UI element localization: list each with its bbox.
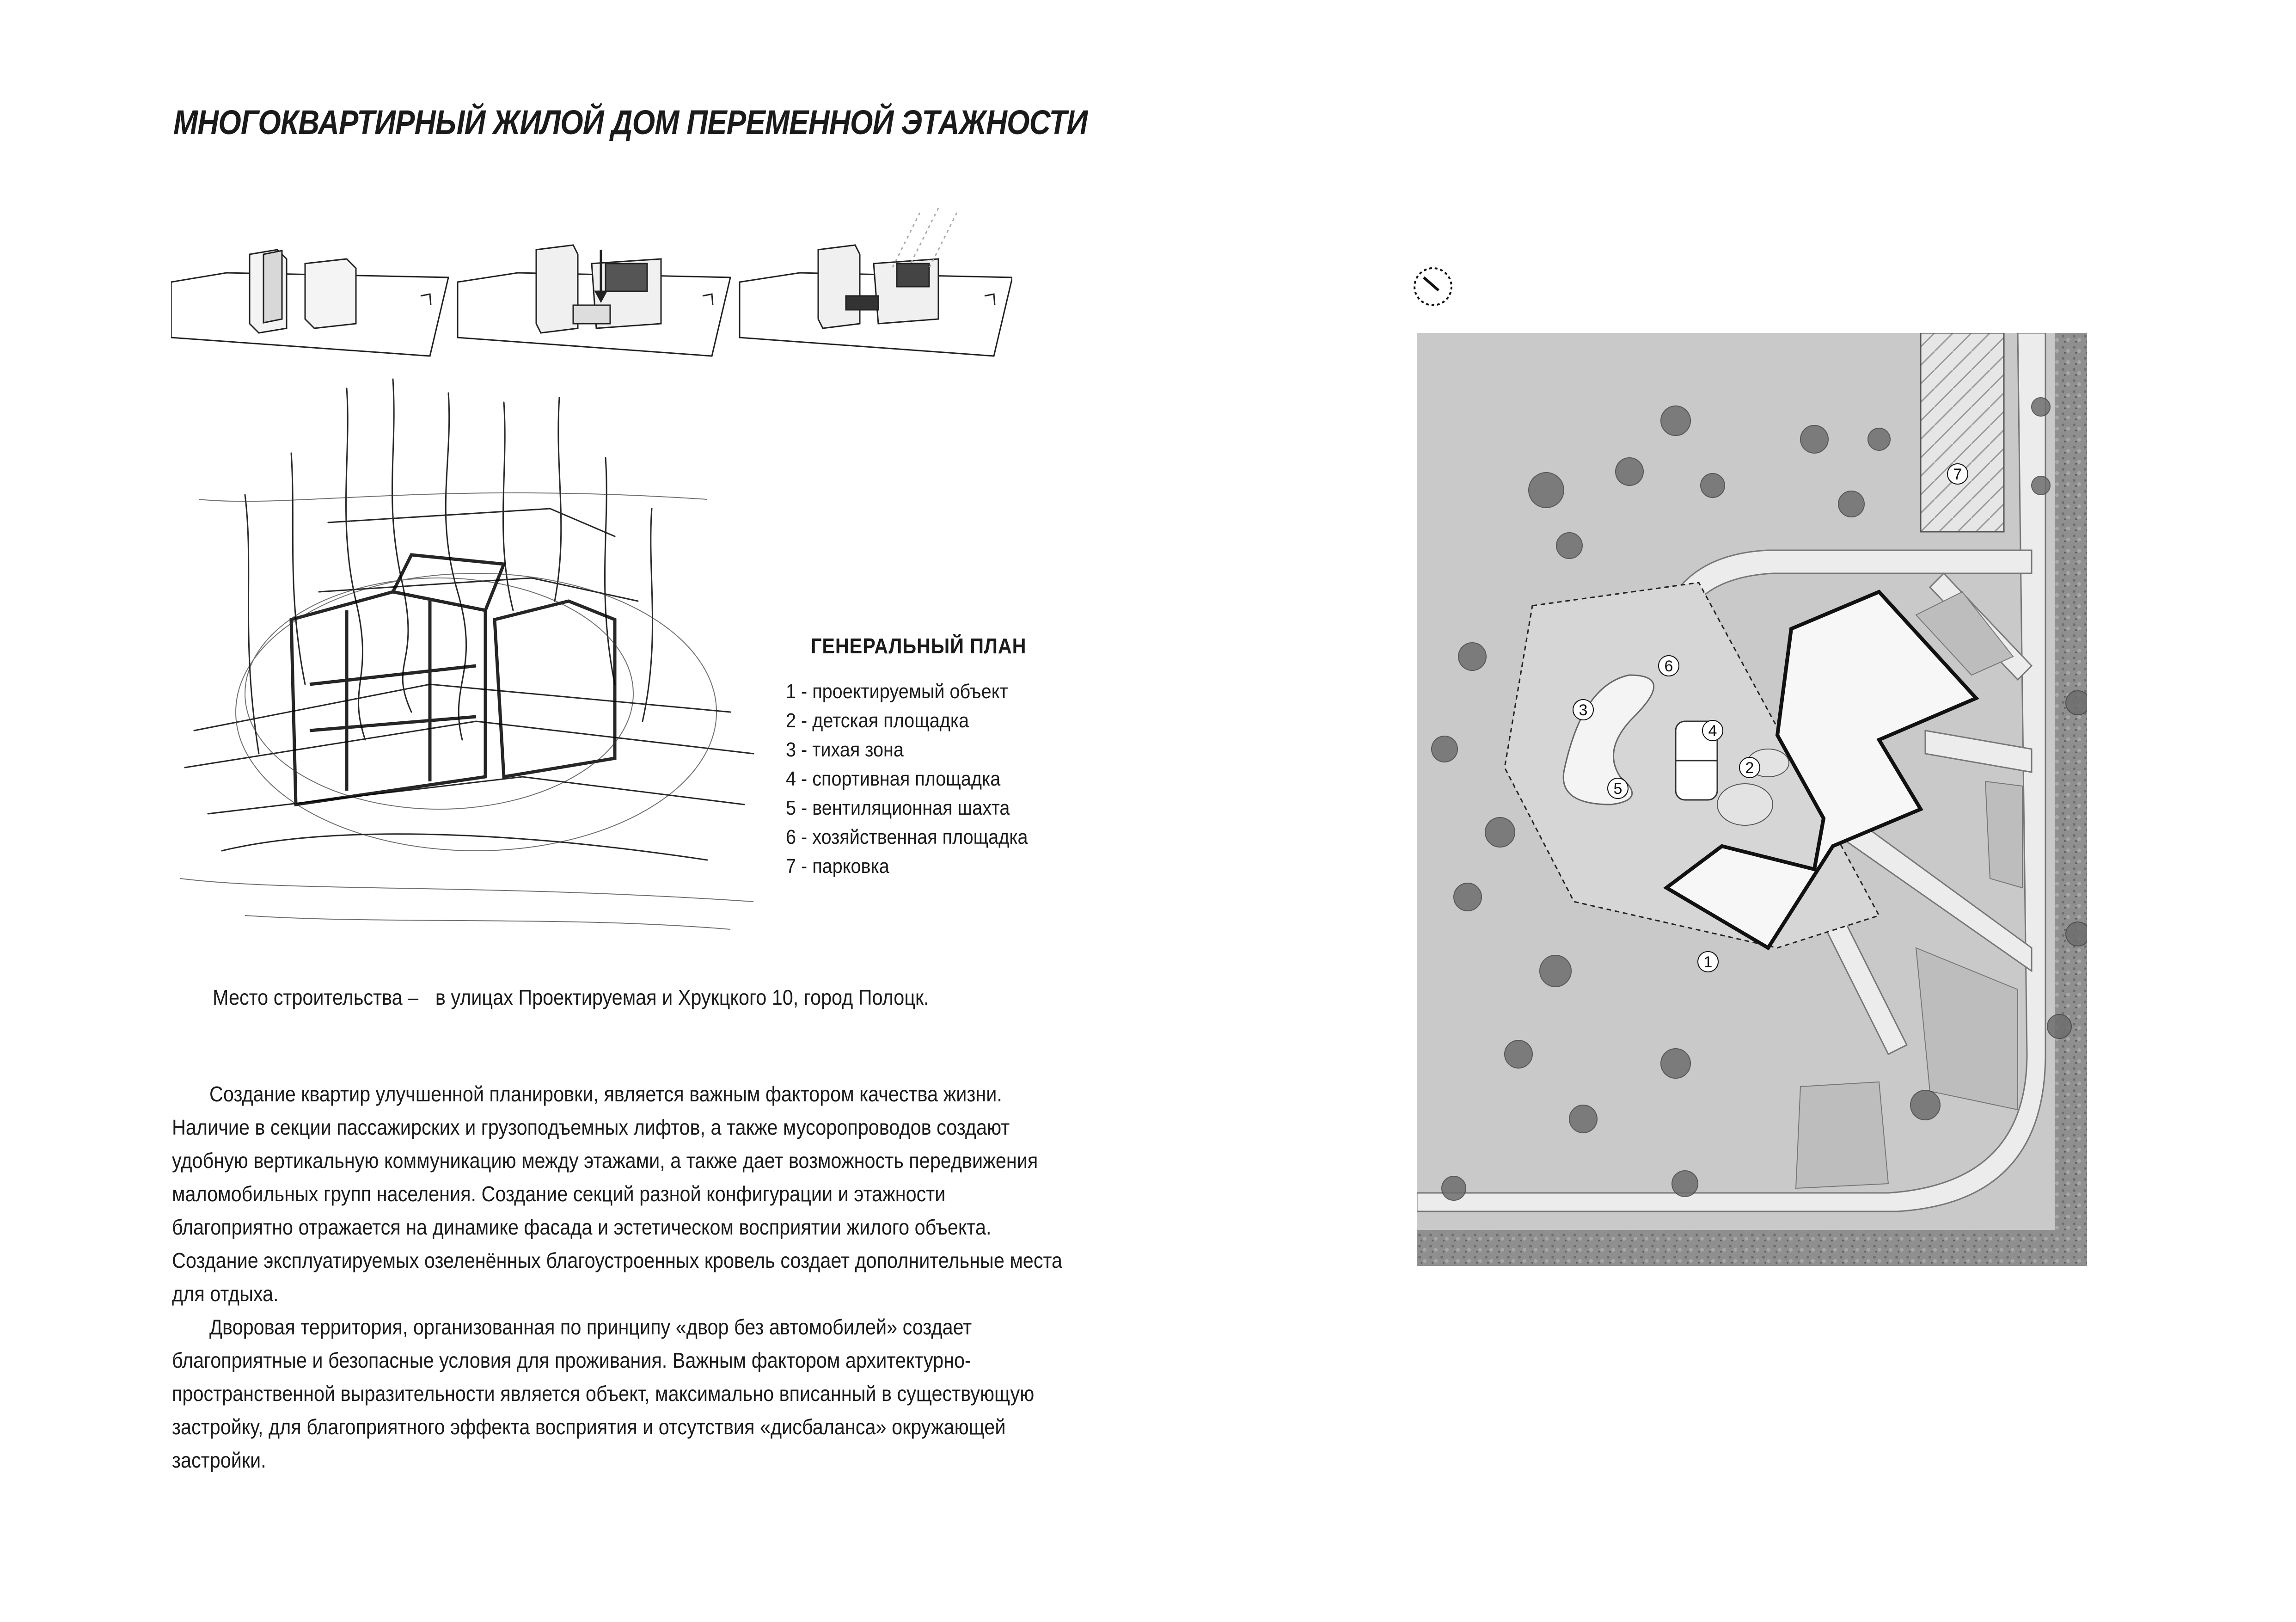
plan-marker-5: [1608, 778, 1628, 799]
page-title: МНОГОКВАРТИРНЫЙ ЖИЛОЙ ДОМ ПЕРЕМЕННОЙ ЭТАЖНОСТИ: [173, 103, 1088, 141]
description-paragraph: Создание квартир улучшенной планировки, является важным фактором качества жизни. Наличие в секции пассажирских и грузоподъемных лифтов, а также мусоропроводов создают удобную вертикальную коммуникацию между этажами, а также дает возможность передвижения маломобильных групп населения. Создание секций разной конфигурации и этажности благоприятно отражается на динамике фасада и эстетическом восприятии жилого объекта. Создание эксплуатируемых озеленённых благоустроенных кровель создает дополнительные места для отдыха.: [172, 1082, 1063, 1306]
svg-text:7: 7: [1953, 466, 1962, 483]
plan-marker-2: [1739, 757, 1760, 778]
legend-item: 1 - проектируемый объект: [786, 680, 1008, 703]
description-paragraph: Дворовая территория, организованная по принципу «двор без автомобилей» создает благоприятные и безопасные условия для проживания. Важным фактором архитектурно-пространственной выразительности является объект, максимально вписанный в существующую застройку, для благоприятного эффекта восприятия и отсутствия «дисбаланса» окружающей застройки.: [172, 1315, 1035, 1472]
legend-item: 5 - вентиляционная шахта: [786, 797, 1010, 819]
legend-item: 2 - детская площадка: [786, 709, 969, 732]
site-location-label: Место строительства –: [213, 985, 419, 1009]
site-location: [213, 985, 929, 1010]
site-plan: [1417, 333, 2087, 1266]
legend-item: 4 - спортивная площадка: [786, 768, 1001, 790]
massing-diagram-1: [171, 250, 448, 356]
massing-diagrams: [171, 199, 1012, 361]
legend-list: [786, 677, 1077, 881]
svg-text:2: 2: [1745, 759, 1754, 777]
plan-marker-7: [1947, 464, 1968, 484]
legend-item: 3 - тихая зона: [786, 738, 904, 761]
svg-text:4: 4: [1708, 722, 1717, 740]
plan-marker-3: [1573, 700, 1593, 720]
svg-text:6: 6: [1664, 657, 1673, 675]
legend-item: 7 - парковка: [786, 855, 889, 878]
svg-text:3: 3: [1579, 701, 1588, 719]
massing-diagram-3: [740, 208, 1012, 356]
plan-texture-east: [2055, 333, 2087, 1266]
site-plan-legend: [786, 633, 1077, 881]
plan-marker-4: [1702, 720, 1723, 741]
plan-texture-south: [1417, 1230, 2087, 1266]
plan-marker-6: [1659, 656, 1679, 676]
concept-sketch: [153, 361, 777, 952]
legend-title: ГЕНЕРАЛЬНЫЙ ПЛАН: [811, 634, 1027, 658]
legend-item: 6 - хозяйственная площадка: [786, 826, 1028, 848]
description: [172, 1077, 1066, 1477]
massing-diagram-2: [458, 245, 730, 356]
plan-marker-1: [1698, 952, 1718, 972]
parking-lot: [1921, 333, 2004, 532]
north-arrow-icon: [1410, 264, 1456, 310]
site-location-value: в улицах Проектируемая и Хрукцкого 10, город Полоцк.: [435, 985, 929, 1009]
svg-text:1: 1: [1703, 953, 1713, 971]
svg-text:5: 5: [1613, 780, 1623, 798]
